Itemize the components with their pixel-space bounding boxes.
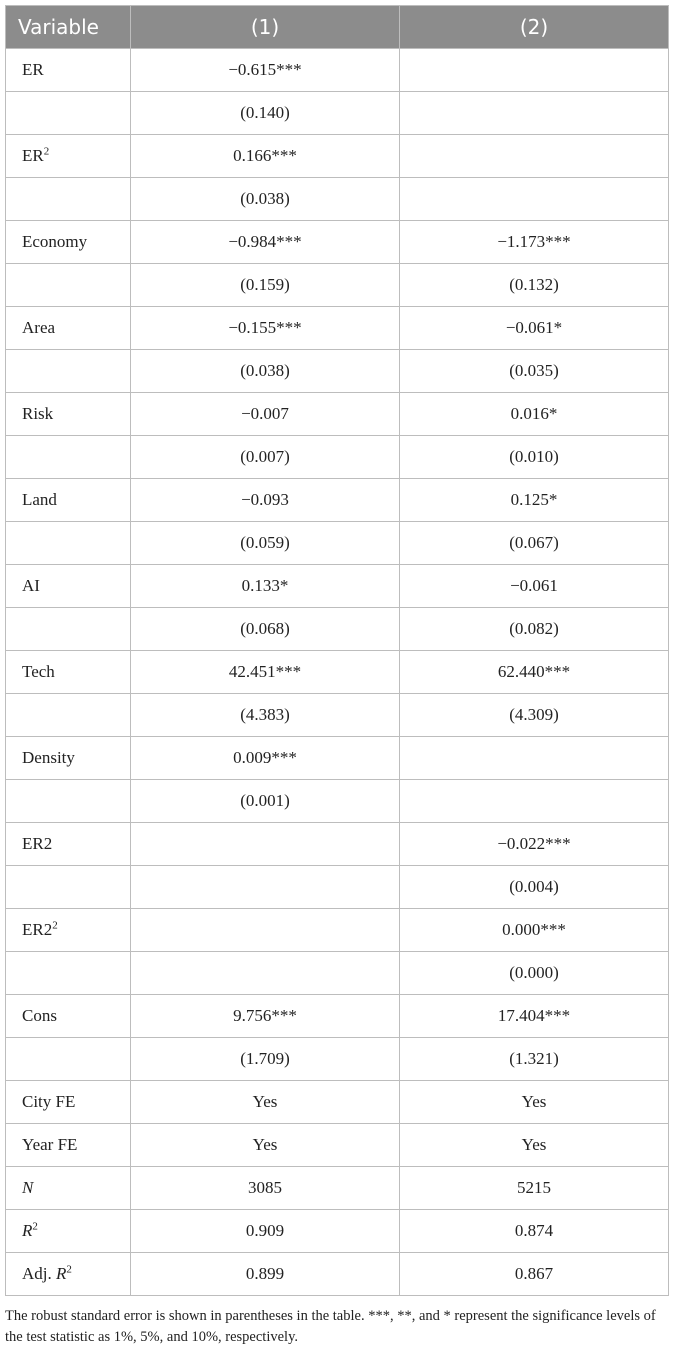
row-label — [6, 995, 131, 1038]
row-label — [6, 135, 131, 178]
cell-model-2: (0.132) — [400, 264, 669, 307]
cell-model-1: 0.899 — [131, 1253, 400, 1296]
cell-model-1: 0.009*** — [131, 737, 400, 780]
table-row — [6, 1167, 669, 1210]
cell-model-2: (4.309) — [400, 694, 669, 737]
row-label-text: Density — [22, 748, 75, 767]
cell-model-1 — [131, 909, 400, 952]
table-header — [6, 6, 669, 49]
table-body — [6, 49, 669, 1296]
cell-model-2: 0.000*** — [400, 909, 669, 952]
row-label — [6, 1167, 131, 1210]
row-label-text: ER2 — [22, 920, 53, 939]
table-row — [6, 178, 669, 221]
cell-model-2 — [400, 92, 669, 135]
cell-model-2: −0.061* — [400, 307, 669, 350]
header-row — [6, 6, 669, 49]
cell-model-2: (0.082) — [400, 608, 669, 651]
table-row — [6, 1253, 669, 1296]
row-label — [6, 221, 131, 264]
cell-model-2 — [400, 780, 669, 823]
row-label-text: Cons — [22, 1006, 57, 1025]
cell-model-1 — [131, 952, 400, 995]
cell-model-2: (0.000) — [400, 952, 669, 995]
cell-model-2: (0.035) — [400, 350, 669, 393]
row-label — [6, 565, 131, 608]
cell-model-2 — [400, 135, 669, 178]
cell-model-2 — [400, 49, 669, 92]
row-label — [6, 178, 131, 221]
table-row — [6, 92, 669, 135]
cell-model-1: (1.709) — [131, 1038, 400, 1081]
table-row — [6, 952, 669, 995]
cell-model-1: −0.984*** — [131, 221, 400, 264]
row-label-superscript: 2 — [52, 919, 58, 932]
row-label — [6, 952, 131, 995]
regression-table-wrapper — [5, 5, 668, 1296]
row-label — [6, 1210, 131, 1253]
table-row — [6, 780, 669, 823]
row-label — [6, 1253, 131, 1296]
table-row — [6, 522, 669, 565]
cell-model-2: Yes — [400, 1081, 669, 1124]
row-label — [6, 823, 131, 866]
table-row — [6, 737, 669, 780]
table-row — [6, 694, 669, 737]
row-label-text: ER2 — [22, 834, 53, 853]
cell-model-2: −0.061 — [400, 565, 669, 608]
cell-model-1: −0.615*** — [131, 49, 400, 92]
cell-model-1: −0.155*** — [131, 307, 400, 350]
cell-model-2: −1.173*** — [400, 221, 669, 264]
regression-table — [5, 5, 669, 1296]
cell-model-2: (0.067) — [400, 522, 669, 565]
cell-model-1: (0.038) — [131, 350, 400, 393]
table-row — [6, 393, 669, 436]
table-row — [6, 307, 669, 350]
table-footnote: The robust standard error is shown in parentheses in the table. ***, **, and * represent the significance levels of the test statistic as 1%, 5%, and 10%, respectively. — [5, 1308, 656, 1345]
row-label — [6, 866, 131, 909]
row-label — [6, 307, 131, 350]
cell-model-1: (0.068) — [131, 608, 400, 651]
row-label — [6, 1081, 131, 1124]
cell-model-2: 62.440*** — [400, 651, 669, 694]
row-label — [6, 436, 131, 479]
cell-model-2: 0.867 — [400, 1253, 669, 1296]
table-row — [6, 1038, 669, 1081]
row-label — [6, 608, 131, 651]
cell-model-1: (0.038) — [131, 178, 400, 221]
cell-model-1: Yes — [131, 1081, 400, 1124]
cell-model-2: (0.004) — [400, 866, 669, 909]
row-label-superscript: 2 — [32, 1220, 38, 1233]
header-model-2: (2) — [400, 6, 669, 49]
cell-model-2 — [400, 737, 669, 780]
row-label-text: R — [22, 1221, 33, 1240]
cell-model-2: Yes — [400, 1124, 669, 1167]
row-label-text: Area — [22, 318, 56, 337]
cell-model-2: (0.010) — [400, 436, 669, 479]
cell-model-2: 0.125* — [400, 479, 669, 522]
row-label — [6, 49, 131, 92]
row-label — [6, 1038, 131, 1081]
cell-model-1: Yes — [131, 1124, 400, 1167]
row-label — [6, 694, 131, 737]
table-row — [6, 608, 669, 651]
row-label — [6, 393, 131, 436]
row-label-italic: R — [56, 1264, 67, 1283]
table-row — [6, 1210, 669, 1253]
cell-model-1: (4.383) — [131, 694, 400, 737]
row-label-text: Year FE — [22, 1135, 78, 1154]
table-row — [6, 221, 669, 264]
row-label-text: Risk — [22, 404, 54, 423]
cell-model-1: 42.451*** — [131, 651, 400, 694]
row-label-text: AI — [22, 576, 40, 595]
cell-model-2: 0.874 — [400, 1210, 669, 1253]
row-label-text: N — [22, 1178, 34, 1197]
cell-model-1: 0.166*** — [131, 135, 400, 178]
row-label — [6, 737, 131, 780]
cell-model-1: 0.909 — [131, 1210, 400, 1253]
cell-model-2: 0.016* — [400, 393, 669, 436]
cell-model-2: 5215 — [400, 1167, 669, 1210]
cell-model-1: 0.133* — [131, 565, 400, 608]
row-label-text: Land — [22, 490, 57, 509]
table-row — [6, 1124, 669, 1167]
cell-model-1 — [131, 823, 400, 866]
row-label-text: Adj. — [22, 1264, 56, 1283]
header-variable: Variable — [6, 6, 131, 49]
table-row — [6, 823, 669, 866]
cell-model-1: (0.059) — [131, 522, 400, 565]
row-label-text: Tech — [22, 662, 55, 681]
row-label — [6, 264, 131, 307]
cell-model-1: 3085 — [131, 1167, 400, 1210]
table-row — [6, 135, 669, 178]
table-row — [6, 651, 669, 694]
row-label — [6, 350, 131, 393]
cell-model-2: −0.022*** — [400, 823, 669, 866]
row-label-superscript: 2 — [66, 1263, 72, 1276]
cell-model-2: (1.321) — [400, 1038, 669, 1081]
cell-model-1: (0.007) — [131, 436, 400, 479]
row-label-text: City FE — [22, 1092, 76, 1111]
row-label — [6, 909, 131, 952]
table-row — [6, 565, 669, 608]
cell-model-1: 9.756*** — [131, 995, 400, 1038]
cell-model-2 — [400, 178, 669, 221]
cell-model-1: (0.140) — [131, 92, 400, 135]
cell-model-1: −0.093 — [131, 479, 400, 522]
table-row — [6, 479, 669, 522]
table-row — [6, 49, 669, 92]
table-row — [6, 909, 669, 952]
header-model-1: (1) — [131, 6, 400, 49]
row-label-text: Economy — [22, 232, 88, 251]
cell-model-2: 17.404*** — [400, 995, 669, 1038]
row-label-text: ER — [22, 60, 44, 79]
table-row — [6, 436, 669, 479]
row-label — [6, 92, 131, 135]
cell-model-1: −0.007 — [131, 393, 400, 436]
row-label-superscript: 2 — [43, 145, 50, 158]
table-row — [6, 264, 669, 307]
row-label — [6, 651, 131, 694]
row-label — [6, 522, 131, 565]
row-label — [6, 1124, 131, 1167]
cell-model-1 — [131, 866, 400, 909]
row-label-text: ER — [22, 146, 44, 165]
row-label — [6, 780, 131, 823]
table-row — [6, 1081, 669, 1124]
row-label — [6, 479, 131, 522]
table-row — [6, 995, 669, 1038]
cell-model-1: (0.159) — [131, 264, 400, 307]
cell-model-1: (0.001) — [131, 780, 400, 823]
table-row — [6, 866, 669, 909]
table-row — [6, 350, 669, 393]
